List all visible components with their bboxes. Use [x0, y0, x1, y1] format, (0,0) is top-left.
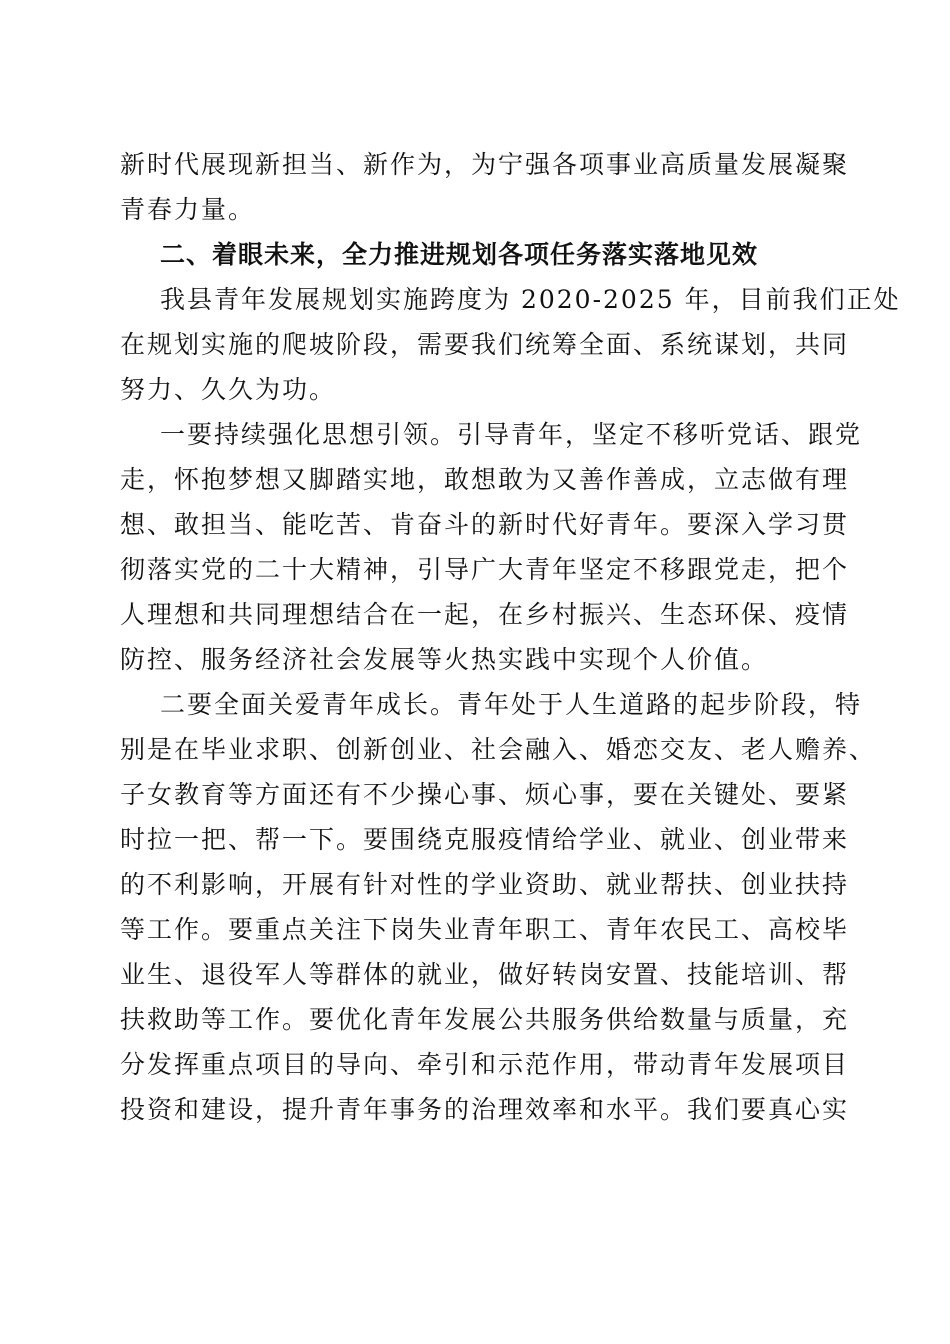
body-text-line: 分发挥重点项目的导向、牵引和示范作用，带动青年发展项目 [120, 1050, 850, 1079]
body-text-line: 的不利影响，开展有针对性的学业资助、就业帮扶、创业扶持 [120, 870, 850, 899]
body-text-line: 走，怀抱梦想又脚踏实地，敢想敢为又善作善成，立志做有理 [120, 465, 850, 494]
body-text-line: 子女教育等方面还有不少操心事、烦心事，要在关键处、要紧 [120, 780, 850, 809]
body-text-line: 防控、服务经济社会发展等火热实践中实现个人价值。 [120, 645, 769, 674]
body-text-line: 等工作。要重点关注下岗失业青年职工、青年农民工、高校毕 [120, 915, 850, 944]
section-heading: 二、着眼未来，全力推进规划各项任务落实落地见效 [160, 240, 759, 269]
body-text-line: 我县青年发展规划实施跨度为 2020-2025 年，目前我们正处 [160, 285, 901, 314]
body-text-line: 青春力量。 [120, 195, 256, 224]
body-text-line: 人理想和共同理想结合在一起，在乡村振兴、生态环保、疫情 [120, 600, 850, 629]
body-text-line: 一要持续强化思想引领。引导青年，坚定不移听党话、跟党 [160, 420, 863, 449]
body-text-line: 新时代展现新担当、新作为，为宁强各项事业高质量发展凝聚 [120, 150, 850, 179]
body-text-line: 时拉一把、帮一下。要围绕克服疫情给学业、就业、创业带来 [120, 825, 850, 854]
body-text-line: 二要全面关爱青年成长。青年处于人生道路的起步阶段，特 [160, 690, 863, 719]
body-text-line: 彻落实党的二十大精神，引导广大青年坚定不移跟党走，把个 [120, 555, 850, 584]
body-text-line: 想、敢担当、能吃苦、肯奋斗的新时代好青年。要深入学习贯 [120, 510, 850, 539]
body-text-line: 投资和建设，提升青年事务的治理效率和水平。我们要真心实 [120, 1095, 850, 1124]
body-text-line: 在规划实施的爬坡阶段，需要我们统筹全面、系统谋划，共同 [120, 330, 850, 359]
body-text-line: 别是在毕业求职、创新创业、社会融入、婚恋交友、老人赡养、 [120, 735, 877, 764]
body-text-line: 努力、久久为功。 [120, 375, 337, 404]
body-text-line: 业生、退役军人等群体的就业，做好转岗安置、技能培训、帮 [120, 960, 850, 989]
body-text-line: 扶救助等工作。要优化青年发展公共服务供给数量与质量，充 [120, 1005, 850, 1034]
